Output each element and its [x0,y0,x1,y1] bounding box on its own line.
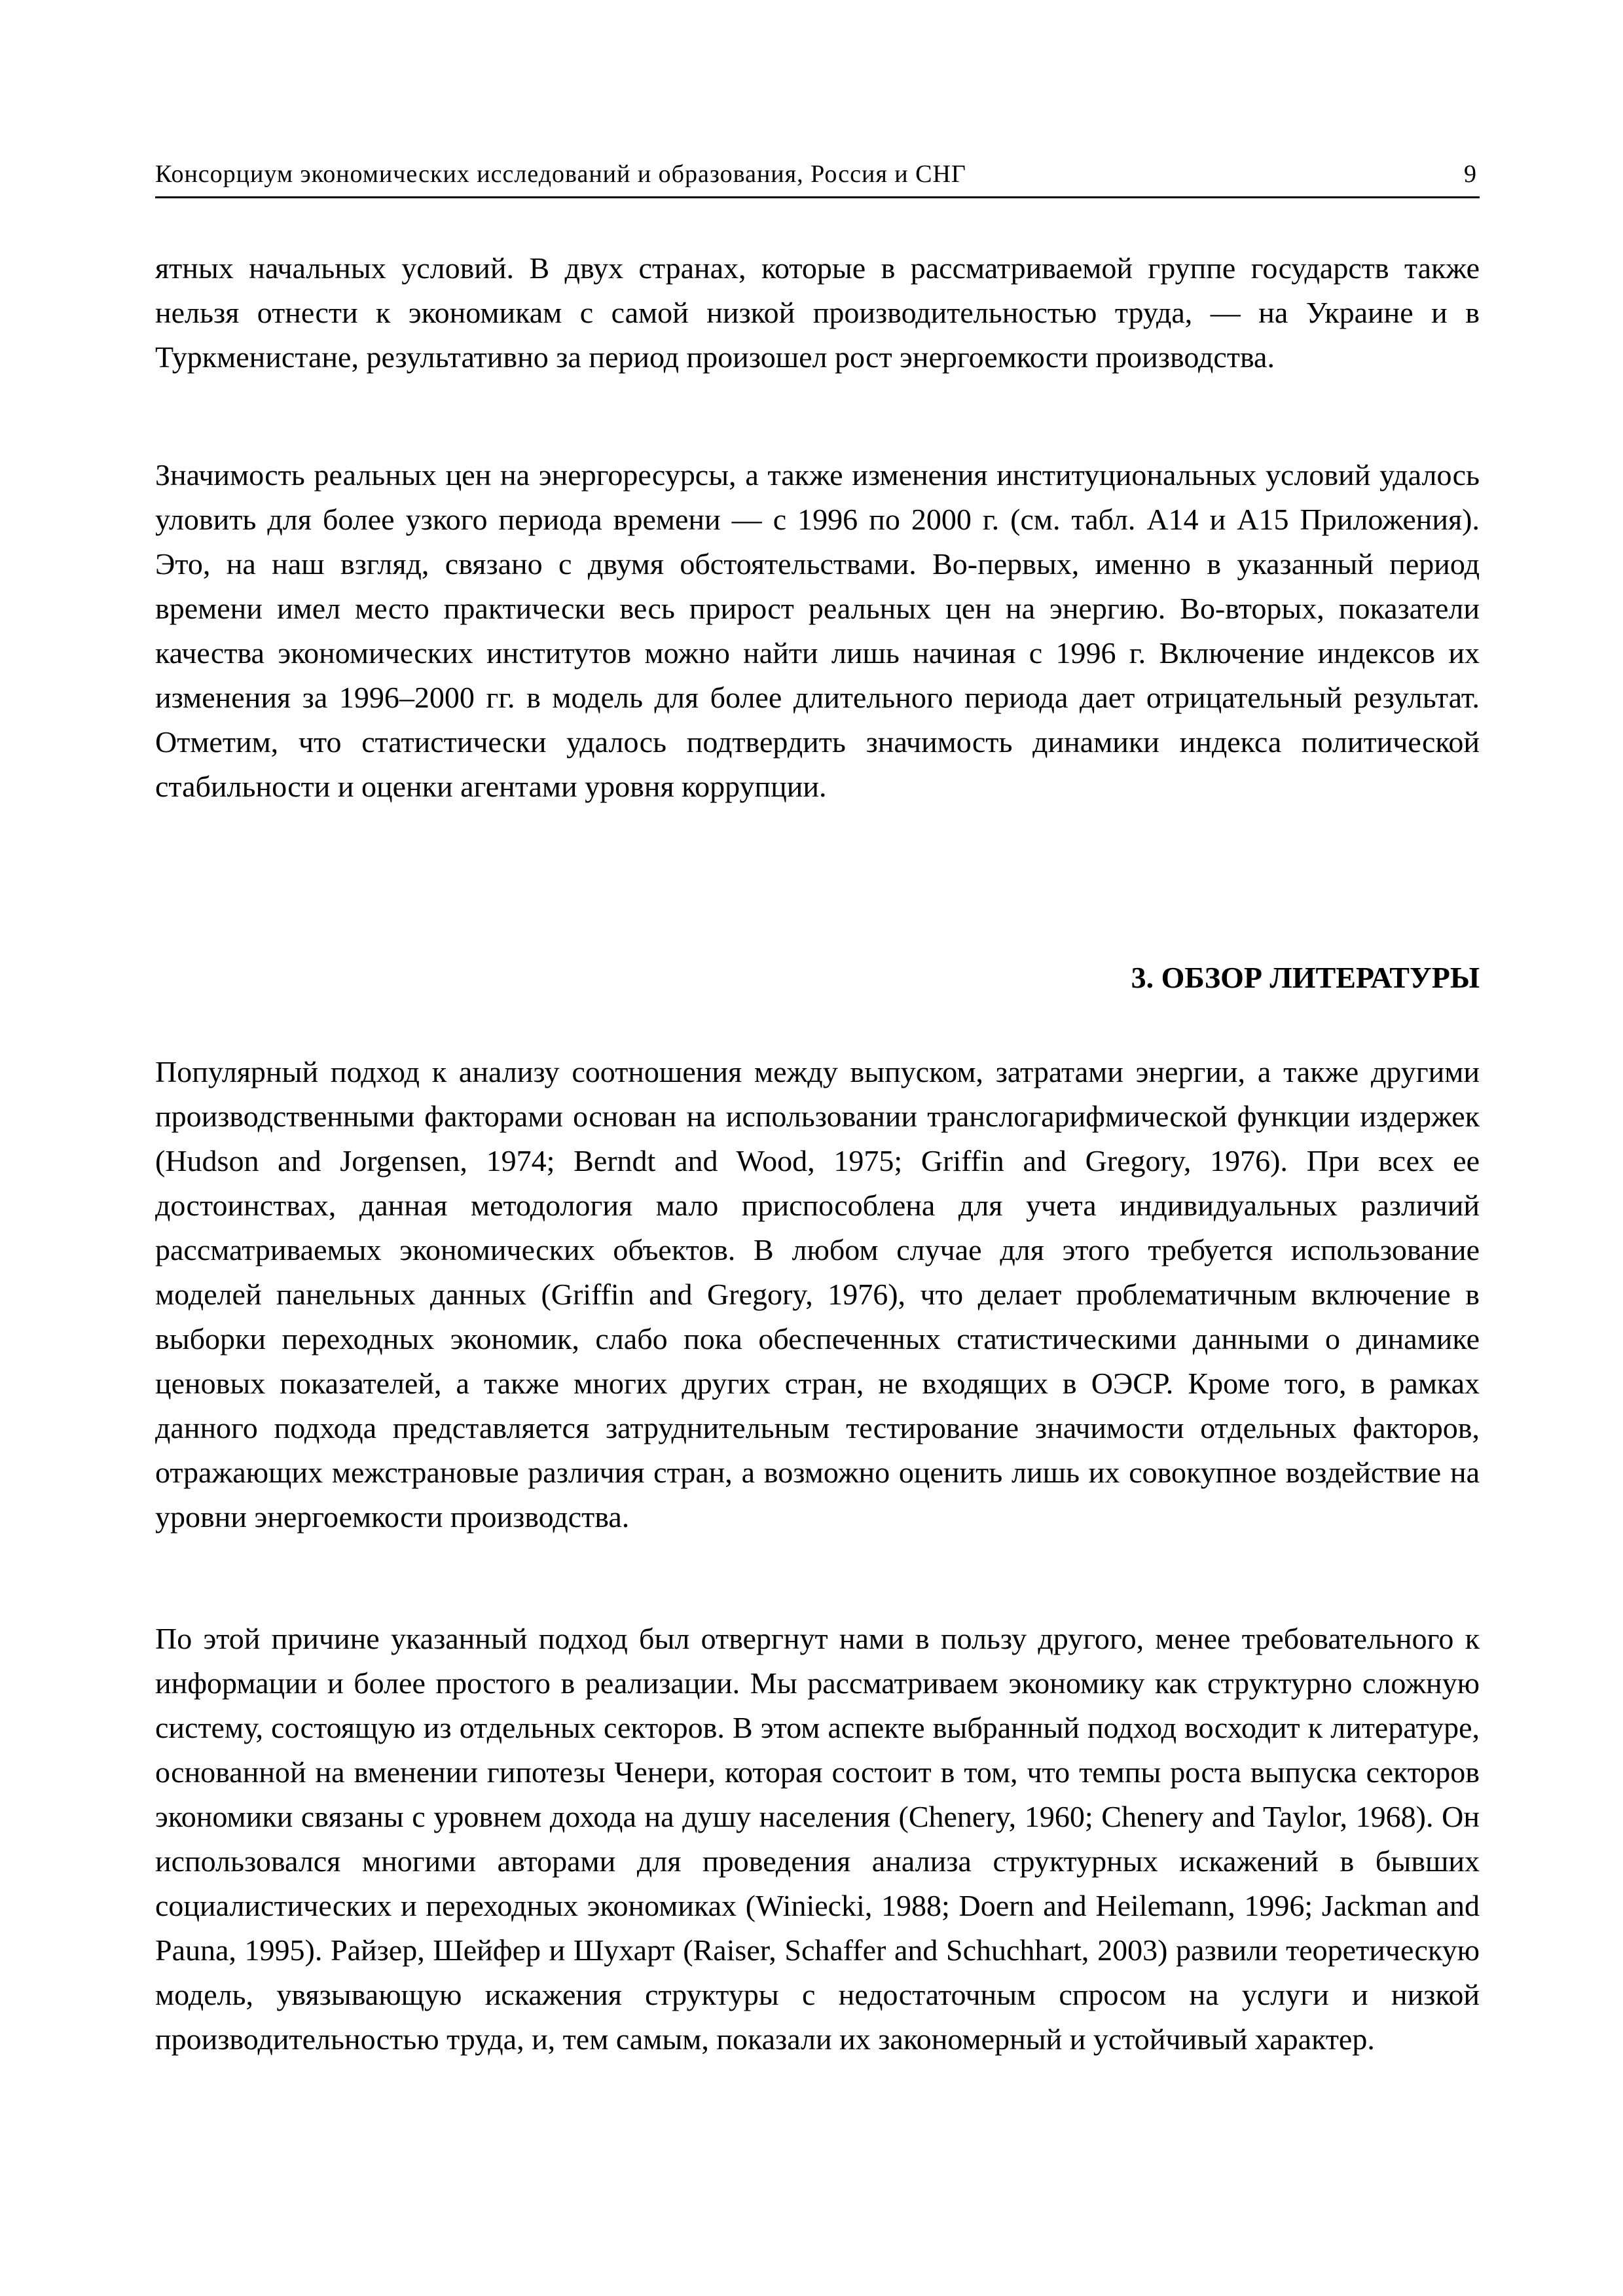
body-paragraph: Значимость реальных цен на энергоресурсы, а также изменения институциональных условий удалось уловить для более узкого периода времени — с 1996 по 2000 г. (см. табл. А14 и А15 Приложения). Это, на наш взгляд, связано с двумя обстоятельствами. Во-первых, именно в указанный период времени имел место практически весь прирост реальных цен на энергию. Во-вторых, показатели качества экономических институтов можно найти лишь начиная с 1996 г. Включение индексов их изменения за 1996–2000 гг. в модель для более длительного периода дает отрицательный результат. Отметим, что статистически удалось подтвердить значимость динамики индекса политической стабильности и оценки агентами уровня коррупции. [155,458,1480,803]
page-number: 9 [1464,160,1477,188]
section-heading: 3. ОБЗОР ЛИТЕРАТУРЫ [1131,961,1480,994]
body-paragraph: ятных начальных условий. В двух странах, которые в рассматриваемой группе государств также нельзя отнести к экономикам с самой низкой производительностью труда, — на Украине и в Туркменистане, результативно за период произошел рост энергоемкости производства. [155,251,1480,374]
body-paragraph: По этой причине указанный подход был отвергнут нами в пользу другого, менее требовательного к информации и более простого в реализации. Мы рассматриваем экономику как структурно сложную систему, состоящую из отдельных секторов. В этом аспекте выбранный подход восходит к литературе, основанной на вменении гипотезы Ченери, которая состоит в том, что темпы роста выпуска секторов экономики связаны с уровнем дохода на душу населения (Chenery, 1960; Chenery and Taylor, 1968). Он использовался многими авторами для проведения анализа структурных искажений в бывших социалистических и переходных экономиках (Winiecki, 1988; Doern and Heilemann, 1996; Jackman and Pauna, 1995). Райзер, Шейфер и Шухарт (Raiser, Schaffer and Schuchhart, 2003) развили теоретическую модель, увязывающую искажения структуры с недостаточным спросом на услуги и низкой производительностью труда, и, тем самым, показали их закономерный и устойчивый характер. [155,1622,1480,2056]
running-header [155,157,1480,198]
document-page [155,0,1480,2296]
header-title: Консорциум экономических исследований и образования, Россия и СНГ [155,160,966,188]
body-paragraph: Популярный подход к анализу соотношения между выпуском, затратами энергии, а также другими производственными факторами основан на использовании транслогарифмической функции издержек (Hudson and Jorgensen, 1974; Berndt and Wood, 1975; Griffin and Gregory, 1976). При всех ее достоинствах, данная методология мало приспособлена для учета индивидуальных различий рассматриваемых экономических объектов. В любом случае для этого требуется использование моделей панельных данных (Griffin and Gregory, 1976), что делает проблематичным включение в выборки переходных экономик, слабо пока обеспеченных статистическими данными о динамике ценовых показателей, а также многих других стран, не входящих в ОЭСР. Кроме того, в рамках данного подхода представляется затруднительным тестирование значимости отдельных факторов, отражающих межстрановые различия стран, а возможно оценить лишь их совокупное воздействие на уровни энергоемкости производства. [155,1055,1480,1534]
